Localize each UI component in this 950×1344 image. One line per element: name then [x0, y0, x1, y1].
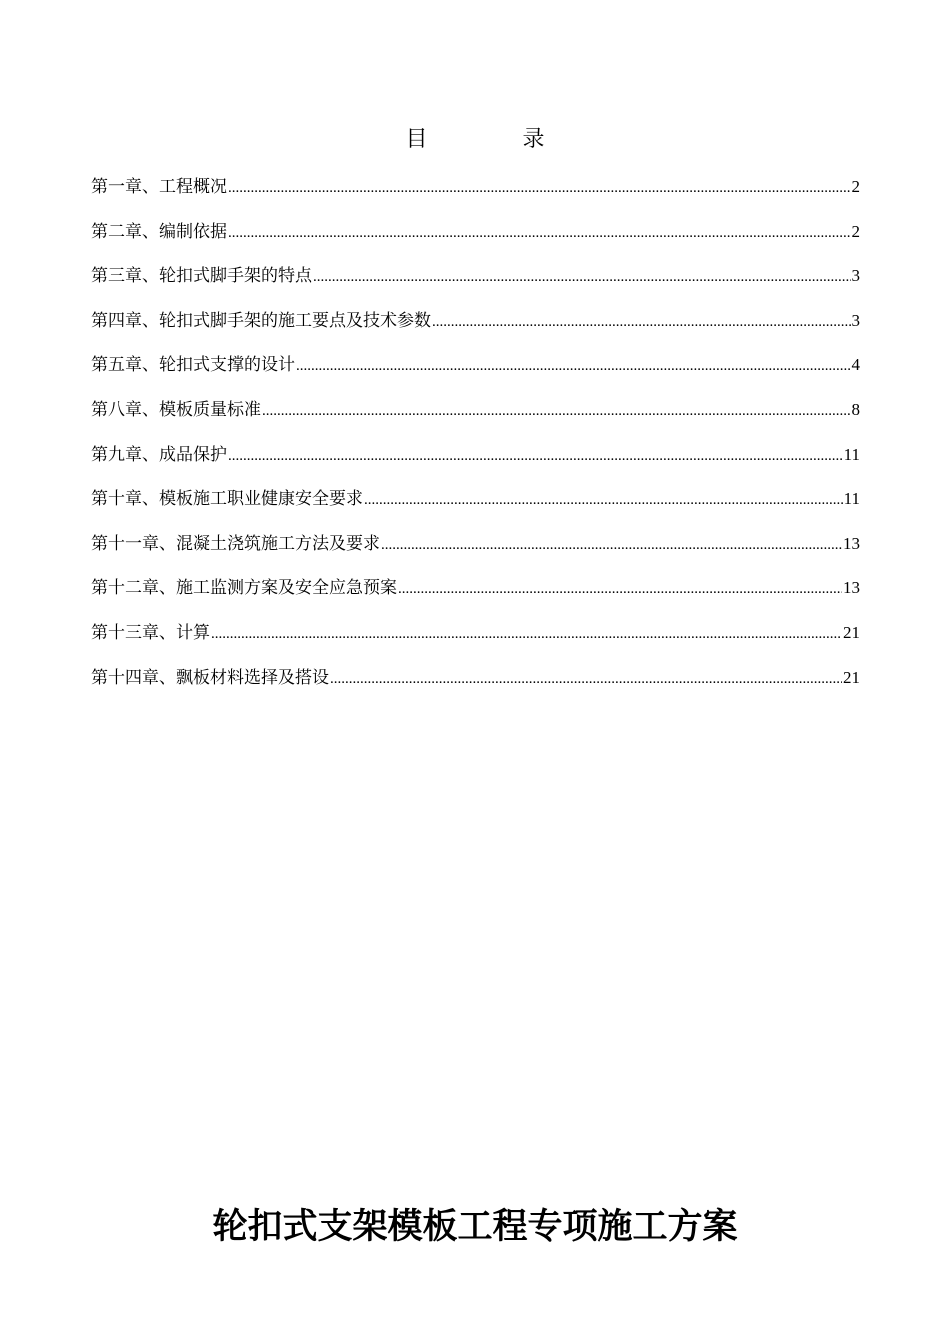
toc-dot-leader	[330, 664, 842, 694]
toc-entry-page: 4	[851, 355, 860, 375]
toc-entry-label: 第十三章、计算	[91, 622, 210, 643]
toc-entry-page: 11	[843, 489, 860, 509]
toc-entry-label: 第二章、编制依据	[91, 221, 227, 242]
toc-entry-label: 第一章、工程概况	[91, 177, 227, 197]
toc-entry-label: 第九章、成品保护	[91, 444, 227, 465]
toc-entry[interactable]	[91, 395, 860, 440]
toc-dot-leader	[364, 485, 843, 515]
toc-entry-page: 3	[851, 266, 860, 286]
toc-dot-leader	[228, 441, 843, 471]
toc-dot-leader	[381, 530, 842, 560]
toc-entry-page: 13	[843, 533, 860, 553]
toc-dot-leader	[296, 351, 851, 381]
toc-entry[interactable]	[91, 217, 860, 262]
toc-title: 目 录	[405, 127, 589, 152]
toc-entry-label: 第三章、轮扣式脚手架的特点	[91, 266, 312, 287]
toc-entry-label: 第十一章、混凝土浇筑施工方法及要求	[91, 533, 380, 554]
toc-entry[interactable]	[91, 172, 860, 217]
toc-dot-leader	[432, 307, 851, 337]
toc-entry[interactable]	[91, 306, 860, 351]
toc-entry-label: 第八章、模板质量标准	[91, 399, 261, 420]
toc-entry[interactable]	[91, 573, 860, 618]
toc-entry[interactable]	[91, 618, 860, 663]
toc-entry[interactable]	[91, 529, 860, 574]
toc-dot-leader	[398, 574, 842, 604]
toc-entry-label: 第四章、轮扣式脚手架的施工要点及技术参数	[91, 310, 431, 331]
toc-dot-leader	[228, 218, 851, 248]
table-of-contents	[91, 172, 860, 707]
toc-entry-page: 8	[851, 399, 860, 419]
toc-entry[interactable]	[91, 261, 860, 306]
toc-entry-page: 3	[851, 310, 860, 330]
document-title: 轮扣式支架模板工程专项施工方案	[212, 1206, 738, 1247]
toc-entry-page: 2	[851, 177, 860, 196]
toc-dot-leader	[228, 173, 851, 203]
toc-dot-leader	[313, 262, 851, 292]
toc-entry-label: 第十四章、飘板材料选择及搭设	[91, 667, 329, 688]
toc-dot-leader	[211, 619, 842, 649]
toc-entry-page: 21	[843, 667, 860, 687]
toc-dot-leader	[262, 396, 851, 426]
toc-entry[interactable]	[91, 484, 860, 529]
toc-entry-page: 11	[843, 444, 860, 464]
toc-entry-page: 13	[843, 578, 860, 598]
toc-entry-page: 21	[843, 622, 860, 642]
toc-entry[interactable]	[91, 663, 860, 708]
toc-entry[interactable]	[91, 440, 860, 485]
toc-entry-label: 第十章、模板施工职业健康安全要求	[91, 489, 363, 510]
toc-entry[interactable]	[91, 350, 860, 395]
toc-entry-page: 2	[851, 221, 860, 241]
toc-entry-label: 第五章、轮扣式支撑的设计	[91, 355, 295, 376]
toc-entry-label: 第十二章、施工监测方案及安全应急预案	[91, 578, 397, 599]
